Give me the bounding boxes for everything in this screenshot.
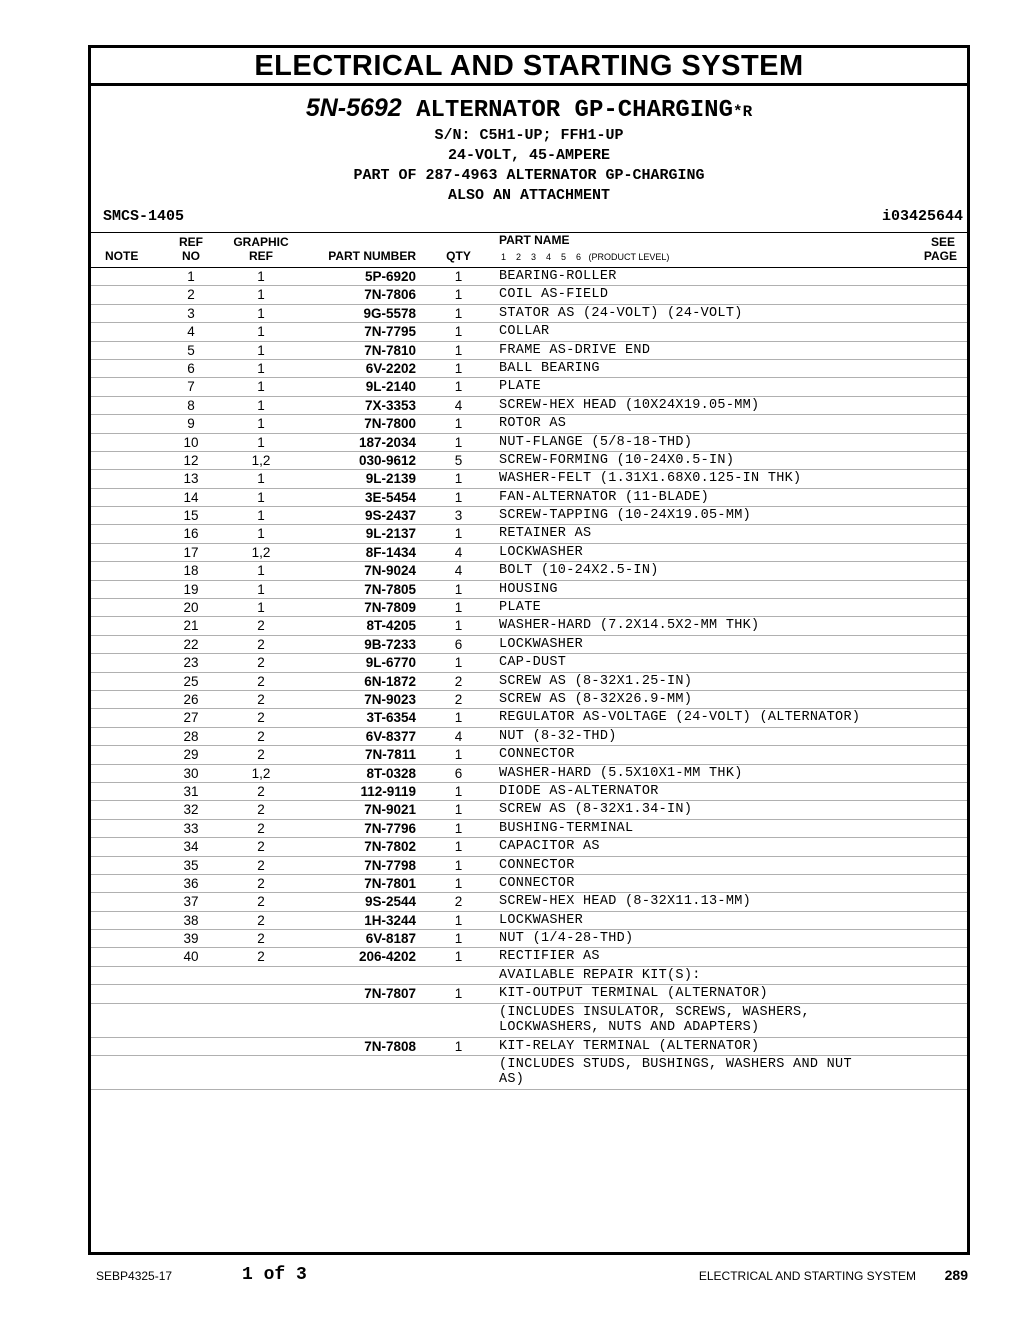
parts-page-frame <box>88 45 970 1255</box>
ref-number: 20 <box>183 600 199 616</box>
part-name: SCREW-TAPPING (10-24X19.05-MM) <box>499 508 752 524</box>
table-row <box>91 801 967 819</box>
part-name: SCREW AS (8-32X26.9-MM) <box>499 691 693 707</box>
quantity: 1 <box>454 618 463 634</box>
part-name: BUSHING-TERMINAL <box>499 820 634 836</box>
graphic-ref: 1,2 <box>251 452 271 468</box>
kit-description: (INCLUDES INSULATOR, SCREWS, WASHERS, LOCKWASHERS, NUTS AND ADAPTERS) <box>499 1004 810 1035</box>
quantity: 1 <box>454 931 463 947</box>
quantity: 4 <box>454 728 463 744</box>
quantity: 1 <box>454 416 463 432</box>
ref-number: 14 <box>183 489 199 505</box>
table-row <box>91 415 967 433</box>
part-number: 187-2034 <box>358 434 416 450</box>
header-product-level: 1 2 3 4 5 6 (PRODUCT LEVEL) <box>501 252 670 262</box>
table-row <box>91 948 967 966</box>
part-number: 7N-7806 <box>364 287 416 303</box>
illustration-id: i03425644 <box>881 208 963 225</box>
table-row <box>91 489 967 507</box>
quantity: 1 <box>454 783 463 799</box>
table-row <box>91 286 967 304</box>
part-number: 9L-2137 <box>365 526 416 542</box>
quantity: 1 <box>454 710 463 726</box>
part-name: WASHER-HARD (5.5X10X1-MM THK) <box>499 765 743 781</box>
ref-number: 29 <box>183 747 199 763</box>
table-row <box>91 673 967 691</box>
ref-number: 7 <box>187 379 195 395</box>
part-number: 5P-6920 <box>364 269 416 284</box>
graphic-ref: 1 <box>257 379 265 395</box>
parts-table-body <box>91 268 967 1090</box>
part-of-note: PART OF 287-4963 ALTERNATOR GP-CHARGING <box>353 167 705 184</box>
header-ref-1: REF <box>179 235 203 249</box>
graphic-ref: 1 <box>257 397 265 413</box>
part-name: BEARING-ROLLER <box>499 269 617 284</box>
group-title <box>91 94 967 126</box>
part-number: 8T-0328 <box>366 765 416 781</box>
part-number: 7N-7801 <box>364 875 416 891</box>
table-row <box>91 360 967 378</box>
ref-number: 4 <box>187 324 195 340</box>
footer-section: ELECTRICAL AND STARTING SYSTEM <box>698 1269 916 1283</box>
part-number: 6V-8377 <box>365 728 416 744</box>
quantity: 5 <box>454 452 463 468</box>
ref-number: 39 <box>183 931 199 947</box>
ref-number: 40 <box>183 949 199 965</box>
part-name: NUT (1/4-28-THD) <box>499 931 634 947</box>
attachment-note: ALSO AN ATTACHMENT <box>447 187 611 204</box>
graphic-ref: 2 <box>257 931 265 947</box>
table-row <box>91 562 967 580</box>
quantity: 1 <box>454 379 463 395</box>
graphic-ref: 2 <box>257 655 265 671</box>
part-name: CONNECTOR <box>499 875 575 891</box>
quantity: 4 <box>454 397 463 413</box>
kit-part-number: 7N-7807 <box>364 986 416 1002</box>
quantity: 1 <box>454 839 463 855</box>
table-row <box>91 746 967 764</box>
part-name: COLLAR <box>499 324 550 340</box>
part-name: PLATE <box>499 600 542 616</box>
table-row <box>91 525 967 543</box>
part-number: 7N-7796 <box>364 820 416 836</box>
header-part-name: PART NAME <box>499 233 570 247</box>
quantity: 2 <box>454 894 463 910</box>
quantity: 1 <box>454 489 463 505</box>
part-name: WASHER-HARD (7.2X14.5X2-MM THK) <box>499 618 760 634</box>
part-number: 9L-6770 <box>365 655 416 671</box>
part-name: BOLT (10-24X2.5-IN) <box>499 563 659 579</box>
part-name: RETAINER AS <box>499 526 592 542</box>
part-number: 7N-7800 <box>364 416 416 432</box>
table-row <box>91 765 967 783</box>
part-name: COIL AS-FIELD <box>499 287 609 303</box>
serial-numbers: S/N: C5H1-UP; FFH1-UP <box>434 127 624 144</box>
part-name: CAP-DUST <box>499 655 567 671</box>
graphic-ref: 1 <box>257 360 265 376</box>
part-number: 9S-2544 <box>364 894 416 910</box>
quantity: 1 <box>454 305 463 321</box>
header-ref-2: NO <box>182 249 200 263</box>
ref-number: 31 <box>183 783 199 799</box>
page-footer <box>96 1265 968 1289</box>
footer-page-number: 289 <box>944 1267 968 1283</box>
ref-number: 16 <box>183 526 199 542</box>
ref-number: 3 <box>187 305 195 321</box>
part-name: SCREW-HEX HEAD (8-32X11.13-MM) <box>499 894 752 910</box>
ref-number: 23 <box>183 655 199 671</box>
part-number: 8F-1434 <box>365 544 416 560</box>
group-part-number: 5N-5692 <box>305 94 402 122</box>
table-row <box>91 783 967 801</box>
ref-number: 22 <box>183 636 199 652</box>
quantity: 1 <box>454 434 463 450</box>
quantity: 1 <box>454 324 463 340</box>
ref-number: 10 <box>183 434 199 450</box>
part-name: CAPACITOR AS <box>499 839 600 855</box>
part-name: CONNECTOR <box>499 747 575 763</box>
smcs-code: SMCS-1405 <box>103 208 185 225</box>
table-row <box>91 875 967 893</box>
part-number: 7N-7809 <box>364 600 416 616</box>
part-number: 7X-3353 <box>364 397 416 413</box>
part-name: FAN-ALTERNATOR (11-BLADE) <box>499 489 710 505</box>
quantity: 1 <box>454 655 463 671</box>
part-number: 7N-7805 <box>364 581 416 597</box>
header-part-number: PART NUMBER <box>328 249 416 263</box>
graphic-ref: 2 <box>257 636 265 652</box>
quantity: 2 <box>454 673 463 689</box>
part-name: STATOR AS (24-VOLT) (24-VOLT) <box>499 305 743 321</box>
table-row <box>91 544 967 562</box>
graphic-ref: 1 <box>257 416 265 432</box>
graphic-ref: 1 <box>257 563 265 579</box>
part-number: 7N-9021 <box>364 802 416 818</box>
part-number: 9G-5578 <box>363 305 416 321</box>
graphic-ref: 1 <box>257 324 265 340</box>
graphic-ref: 2 <box>257 949 265 965</box>
graphic-ref: 1 <box>257 287 265 303</box>
graphic-ref: 1 <box>257 581 265 597</box>
part-number: 7N-7795 <box>364 324 416 340</box>
part-number: 6V-8187 <box>365 931 416 947</box>
quantity: 6 <box>454 765 463 781</box>
header-qty: QTY <box>446 249 471 263</box>
graphic-ref: 2 <box>257 673 265 689</box>
part-name: NUT-FLANGE (5/8-18-THD) <box>499 434 693 450</box>
footer-doc-number: SEBP4325-17 <box>96 1269 173 1283</box>
kit-heading-row <box>91 967 967 985</box>
kit-row <box>91 985 967 1003</box>
table-row <box>91 893 967 911</box>
table-row <box>91 857 967 875</box>
table-row <box>91 305 967 323</box>
table-row <box>91 599 967 617</box>
graphic-ref: 2 <box>257 783 265 799</box>
part-number: 7N-9023 <box>364 691 416 707</box>
quantity: 1 <box>454 857 463 873</box>
table-row <box>91 838 967 856</box>
part-number: 7N-7810 <box>364 342 416 358</box>
graphic-ref: 2 <box>257 912 265 928</box>
graphic-ref: 2 <box>257 728 265 744</box>
table-row <box>91 323 967 341</box>
ref-number: 26 <box>183 691 199 707</box>
section-title: ELECTRICAL AND STARTING SYSTEM <box>91 48 967 86</box>
part-number: 9S-2437 <box>364 508 416 524</box>
ref-number: 18 <box>183 563 199 579</box>
part-number: 6V-2202 <box>365 360 416 376</box>
graphic-ref: 2 <box>257 839 265 855</box>
graphic-ref: 1 <box>257 508 265 524</box>
table-row <box>91 581 967 599</box>
part-number: 7N-7798 <box>364 857 416 873</box>
table-row <box>91 434 967 452</box>
table-row <box>91 397 967 415</box>
footer-page-of: 1 of 3 <box>242 1265 307 1285</box>
ref-number: 6 <box>187 360 195 376</box>
quantity: 1 <box>454 875 463 891</box>
quantity: 4 <box>454 544 463 560</box>
table-row <box>91 617 967 635</box>
table-row <box>91 378 967 396</box>
part-name: LOCKWASHER <box>499 544 584 560</box>
quantity: 3 <box>454 508 463 524</box>
quantity: 1 <box>454 747 463 763</box>
graphic-ref: 2 <box>257 875 265 891</box>
part-name: LOCKWASHER <box>499 636 584 652</box>
table-row <box>91 709 967 727</box>
graphic-ref: 1 <box>257 434 265 450</box>
quantity: 6 <box>454 636 463 652</box>
kit-description: (INCLUDES STUDS, BUSHINGS, WASHERS AND NUT AS) <box>499 1057 852 1088</box>
table-row <box>91 691 967 709</box>
graphic-ref: 2 <box>257 820 265 836</box>
graphic-ref: 1,2 <box>251 544 271 560</box>
quantity: 1 <box>454 581 463 597</box>
ref-number: 9 <box>187 416 195 432</box>
group-suffix: *R <box>732 103 753 121</box>
table-row <box>91 636 967 654</box>
part-number: 7N-7802 <box>364 839 416 855</box>
quantity: 1 <box>454 600 463 616</box>
quantity: 4 <box>454 563 463 579</box>
header-graphic-2: REF <box>249 249 273 263</box>
kit-row <box>91 1038 967 1056</box>
graphic-ref: 2 <box>257 618 265 634</box>
graphic-ref: 2 <box>257 857 265 873</box>
ref-number: 15 <box>183 508 199 524</box>
part-name: BALL BEARING <box>499 360 600 376</box>
graphic-ref: 1,2 <box>251 765 271 781</box>
ref-number: 1 <box>187 269 195 284</box>
part-name: REGULATOR AS-VOLTAGE (24-VOLT) (ALTERNATOR) <box>499 710 861 726</box>
ref-number: 25 <box>183 673 199 689</box>
ref-number: 27 <box>183 710 199 726</box>
quantity: 2 <box>454 691 463 707</box>
part-name: SCREW-HEX HEAD (10X24X19.05-MM) <box>499 397 760 413</box>
table-row <box>91 728 967 746</box>
ref-number: 5 <box>187 342 195 358</box>
part-number: 3T-6354 <box>366 710 416 726</box>
kit-name: KIT-OUTPUT TERMINAL (ALTERNATOR) <box>499 986 768 1002</box>
kit-name: KIT-RELAY TERMINAL (ALTERNATOR) <box>499 1038 760 1054</box>
kit-description-row <box>91 1056 967 1090</box>
graphic-ref: 2 <box>257 894 265 910</box>
graphic-ref: 2 <box>257 802 265 818</box>
table-row <box>91 930 967 948</box>
ref-number: 35 <box>183 857 199 873</box>
part-number: 8T-4205 <box>366 618 416 634</box>
ref-number: 12 <box>183 452 199 468</box>
part-name: FRAME AS-DRIVE END <box>499 342 651 358</box>
graphic-ref: 2 <box>257 747 265 763</box>
kit-quantity: 1 <box>454 986 463 1002</box>
ref-number: 2 <box>187 287 195 303</box>
part-name: SCREW AS (8-32X1.25-IN) <box>499 673 693 689</box>
table-row <box>91 507 967 525</box>
quantity: 1 <box>454 526 463 542</box>
ref-number: 33 <box>183 820 199 836</box>
quantity: 1 <box>454 287 463 303</box>
quantity: 1 <box>454 269 463 284</box>
quantity: 1 <box>454 820 463 836</box>
table-row <box>91 912 967 930</box>
table-row <box>91 654 967 672</box>
graphic-ref: 2 <box>257 691 265 707</box>
part-number: 7N-7811 <box>364 747 416 763</box>
graphic-ref: 1 <box>257 489 265 505</box>
part-name: HOUSING <box>499 581 558 597</box>
part-name: ROTOR AS <box>499 416 567 432</box>
part-number: 1H-3244 <box>364 912 416 928</box>
ref-number: 19 <box>183 581 199 597</box>
kit-part-number: 7N-7808 <box>364 1038 416 1054</box>
quantity: 1 <box>454 471 463 487</box>
part-number: 7N-9024 <box>364 563 416 579</box>
header-see-1: SEE <box>930 235 955 249</box>
part-name: PLATE <box>499 379 542 395</box>
part-number: 030-9612 <box>358 452 416 468</box>
quantity: 1 <box>454 342 463 358</box>
part-number: 9L-2139 <box>365 471 416 487</box>
part-name: WASHER-FELT (1.31X1.68X0.125-IN THK) <box>499 471 802 487</box>
ref-number: 13 <box>183 471 199 487</box>
table-row <box>91 342 967 360</box>
part-name: DIODE AS-ALTERNATOR <box>499 783 659 799</box>
table-row <box>91 470 967 488</box>
ref-number: 37 <box>183 894 199 910</box>
ref-number: 8 <box>187 397 195 413</box>
quantity: 1 <box>454 360 463 376</box>
quantity: 1 <box>454 912 463 928</box>
graphic-ref: 1 <box>257 269 265 284</box>
group-subtitle <box>91 94 967 206</box>
kit-description-row <box>91 1004 967 1038</box>
part-number: 9B-7233 <box>364 636 416 652</box>
graphic-ref: 1 <box>257 342 265 358</box>
header-note: NOTE <box>105 249 139 263</box>
table-header <box>91 232 967 268</box>
ref-number: 30 <box>183 765 199 781</box>
ref-number: 34 <box>183 839 199 855</box>
part-name: SCREW AS (8-32X1.34-IN) <box>499 802 693 818</box>
graphic-ref: 1 <box>257 600 265 616</box>
header-see-2: PAGE <box>923 249 957 263</box>
part-number: 112-9119 <box>360 783 416 799</box>
rating: 24-VOLT, 45-AMPERE <box>447 147 611 164</box>
graphic-ref: 1 <box>257 471 265 487</box>
table-row <box>91 820 967 838</box>
ref-number: 17 <box>183 544 199 560</box>
table-row <box>91 268 967 286</box>
graphic-ref: 1 <box>257 526 265 542</box>
kit-heading: AVAILABLE REPAIR KIT(S): <box>499 967 701 983</box>
ref-number: 21 <box>183 618 199 634</box>
table-row <box>91 452 967 470</box>
part-name: LOCKWASHER <box>499 912 584 928</box>
part-name: NUT (8-32-THD) <box>499 728 617 744</box>
part-number: 206-4202 <box>358 949 416 965</box>
ref-number: 32 <box>183 802 199 818</box>
quantity: 1 <box>454 949 463 965</box>
ref-number: 38 <box>183 912 199 928</box>
smcs-row <box>103 208 963 228</box>
part-number: 3E-5454 <box>364 489 416 505</box>
graphic-ref: 2 <box>257 710 265 726</box>
part-number: 9L-2140 <box>365 379 416 395</box>
part-number: 6N-1872 <box>364 673 416 689</box>
group-name: ALTERNATOR GP-CHARGING <box>416 97 733 124</box>
ref-number: 28 <box>183 728 199 744</box>
part-name: CONNECTOR <box>499 857 575 873</box>
kit-quantity: 1 <box>454 1038 463 1054</box>
part-name: SCREW-FORMING (10-24X0.5-IN) <box>499 452 735 468</box>
quantity: 1 <box>454 802 463 818</box>
header-graphic-1: GRAPHIC <box>233 235 289 249</box>
part-name: RECTIFIER AS <box>499 949 600 965</box>
ref-number: 36 <box>183 875 199 891</box>
graphic-ref: 1 <box>257 305 265 321</box>
